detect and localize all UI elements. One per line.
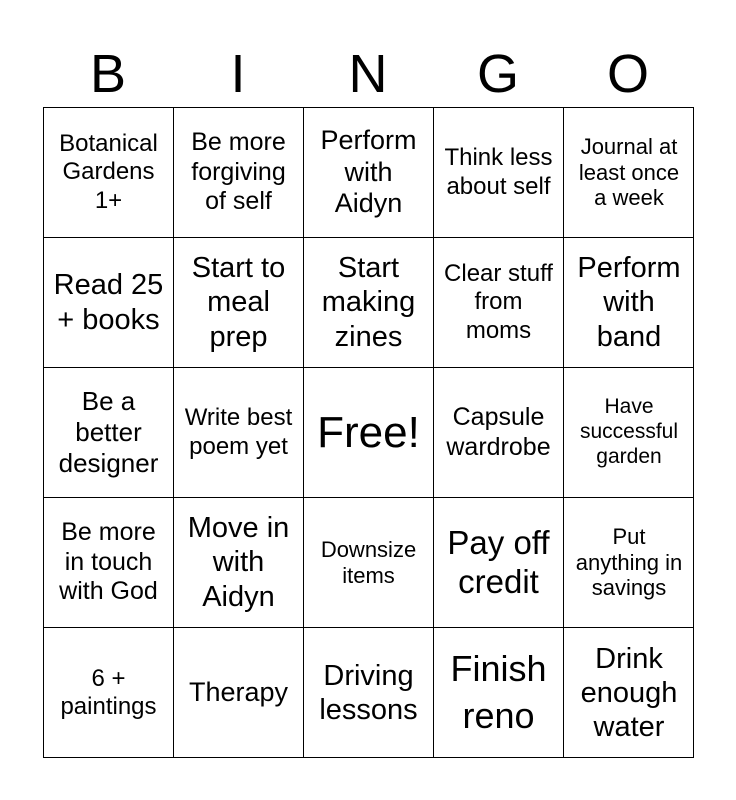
bingo-cell[interactable]: Perform with band <box>564 238 694 368</box>
header-letter-i: I <box>230 44 246 104</box>
bingo-cell[interactable]: Perform with Aidyn <box>304 108 434 238</box>
bingo-cell[interactable]: Downsize items <box>304 498 434 628</box>
bingo-cell[interactable]: Pay off credit <box>434 498 564 628</box>
bingo-cell[interactable]: Be more forgiving of self <box>174 108 304 238</box>
bingo-cell[interactable]: Clear stuff from moms <box>434 238 564 368</box>
bingo-cell[interactable]: Start to meal prep <box>174 238 304 368</box>
header-letter-o: O <box>606 44 649 104</box>
bingo-cell[interactable]: Write best poem yet <box>174 368 304 498</box>
bingo-cell[interactable]: Put anything in savings <box>564 498 694 628</box>
header-letter-b: B <box>89 44 127 104</box>
bingo-board <box>43 107 694 758</box>
bingo-cell[interactable]: Think less about self <box>434 108 564 238</box>
bingo-cell[interactable]: Be a better designer <box>44 368 174 498</box>
bingo-cell[interactable]: Read 25 + books <box>44 238 174 368</box>
bingo-cell[interactable]: 6 + paintings <box>44 628 174 758</box>
bingo-cell[interactable]: Start making zines <box>304 238 434 368</box>
bingo-header <box>43 42 693 106</box>
bingo-cell[interactable]: Have successful garden <box>564 368 694 498</box>
bingo-cell[interactable]: Finish reno <box>434 628 564 758</box>
bingo-cell[interactable]: Drink enough water <box>580 642 678 744</box>
bingo-cell[interactable]: Be more in touch with God <box>44 498 174 628</box>
bingo-cell[interactable]: Capsule wardrobe <box>434 368 564 498</box>
header-letter-g: G <box>476 44 519 104</box>
bingo-cell[interactable]: Botanical Gardens 1+ <box>44 108 174 238</box>
bingo-cell[interactable]: Move in with Aidyn <box>174 498 304 628</box>
bingo-cell[interactable]: Therapy <box>174 628 304 758</box>
header-letter-n: N <box>348 44 388 104</box>
free-space[interactable]: Free! <box>304 368 434 498</box>
bingo-cell[interactable]: Journal at least once a week <box>564 108 694 238</box>
bingo-cell[interactable]: Driving lessons <box>304 628 434 758</box>
